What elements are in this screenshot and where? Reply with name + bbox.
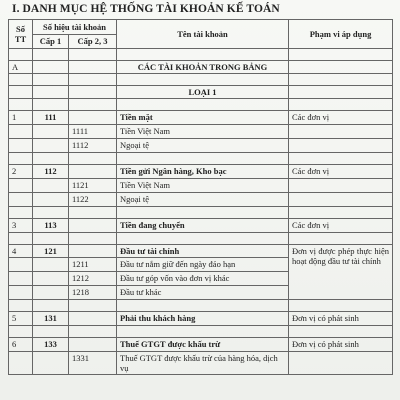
row-scope xyxy=(289,193,393,207)
row-stt: 6 xyxy=(9,338,33,352)
row-level23: 1211 xyxy=(69,258,117,272)
row-stt: 1 xyxy=(9,111,33,125)
section-title: CÁC TÀI KHOẢN TRONG BẢNG xyxy=(117,61,289,74)
section-row xyxy=(9,61,393,74)
row-name: Đầu tư khác xyxy=(117,286,289,300)
row-name: Thuế GTGT được khấu trừ của hàng hóa, dịch vụ xyxy=(117,352,289,375)
row-level23 xyxy=(69,312,117,326)
row-level23: 1111 xyxy=(69,125,117,139)
row-level23: 1122 xyxy=(69,193,117,207)
col-account-number-header: Số hiệu tài khoản xyxy=(33,20,117,35)
table-row xyxy=(9,179,393,193)
row-name: Tiền đang chuyển xyxy=(117,219,289,233)
row-stt xyxy=(9,272,33,286)
spacer-row xyxy=(9,300,393,312)
row-stt: 2 xyxy=(9,165,33,179)
table-row xyxy=(9,219,393,233)
row-name: Thuế GTGT được khấu trừ xyxy=(117,338,289,352)
row-level23 xyxy=(69,219,117,233)
row-stt: 3 xyxy=(9,219,33,233)
row-stt xyxy=(9,125,33,139)
row-scope xyxy=(289,139,393,153)
row-level23: 1218 xyxy=(69,286,117,300)
table-header-row xyxy=(9,20,393,35)
table-row xyxy=(9,193,393,207)
row-level1 xyxy=(33,125,69,139)
row-scope: Các đơn vị xyxy=(289,111,393,125)
row-scope: Đơn vị được phép thực hiện hoạt động đầu tư tài chính xyxy=(289,245,393,300)
row-level1 xyxy=(33,139,69,153)
row-level1 xyxy=(33,286,69,300)
spacer-row xyxy=(9,153,393,165)
row-level1: 113 xyxy=(33,219,69,233)
row-name: Tiền mặt xyxy=(117,111,289,125)
row-name: Ngoại tệ xyxy=(117,193,289,207)
row-level23: 1112 xyxy=(69,139,117,153)
row-scope: Các đơn vị xyxy=(289,165,393,179)
row-scope: Đơn vị có phát sinh xyxy=(289,338,393,352)
row-stt xyxy=(9,258,33,272)
row-level1 xyxy=(33,258,69,272)
row-name: Ngoại tệ xyxy=(117,139,289,153)
row-level1 xyxy=(33,179,69,193)
table-row xyxy=(9,338,393,352)
account-table xyxy=(8,19,393,375)
col-scope-header: Phạm vi áp dụng xyxy=(289,20,393,49)
spacer-row xyxy=(9,207,393,219)
row-stt xyxy=(9,139,33,153)
spacer-row xyxy=(9,99,393,111)
row-scope: Đơn vị có phát sinh xyxy=(289,312,393,326)
row-level1: 131 xyxy=(33,312,69,326)
row-scope xyxy=(289,125,393,139)
row-level1 xyxy=(33,352,69,375)
row-level1 xyxy=(33,193,69,207)
table-row xyxy=(9,165,393,179)
row-level1: 121 xyxy=(33,245,69,258)
row-level1: 111 xyxy=(33,111,69,125)
row-stt: 4 xyxy=(9,245,33,258)
row-scope: Các đơn vị xyxy=(289,219,393,233)
row-stt xyxy=(9,179,33,193)
row-level23 xyxy=(69,245,117,258)
row-level23 xyxy=(69,165,117,179)
row-level23: 1121 xyxy=(69,179,117,193)
row-level1 xyxy=(33,272,69,286)
row-scope xyxy=(289,352,393,375)
section-stt: A xyxy=(9,61,33,74)
row-level23 xyxy=(69,338,117,352)
group-title: LOẠI 1 xyxy=(117,86,289,99)
table-row xyxy=(9,352,393,375)
col-name-header: Tên tài khoản xyxy=(117,20,289,49)
row-level1: 133 xyxy=(33,338,69,352)
row-scope xyxy=(289,179,393,193)
spacer-row xyxy=(9,74,393,86)
row-name: Phải thu khách hàng xyxy=(117,312,289,326)
col-level1-header: Cấp 1 xyxy=(33,34,69,49)
row-level23: 1212 xyxy=(69,272,117,286)
row-stt: 5 xyxy=(9,312,33,326)
col-level23-header: Cấp 2, 3 xyxy=(69,34,117,49)
row-name: Tiền gửi Ngân hàng, Kho bạc xyxy=(117,165,289,179)
spacer-row xyxy=(9,49,393,61)
table-row xyxy=(9,139,393,153)
row-name: Tiền Việt Nam xyxy=(117,179,289,193)
table-row xyxy=(9,312,393,326)
row-stt xyxy=(9,286,33,300)
spacer-row xyxy=(9,326,393,338)
row-level23 xyxy=(69,111,117,125)
row-name: Đầu tư góp vốn vào đơn vị khác xyxy=(117,272,289,286)
row-name: Đầu tư tài chính xyxy=(117,245,289,258)
row-name: Tiền Việt Nam xyxy=(117,125,289,139)
row-level1: 112 xyxy=(33,165,69,179)
row-level23: 1331 xyxy=(69,352,117,375)
group-row xyxy=(9,86,393,99)
table-row xyxy=(9,111,393,125)
col-stt-header: Số TT xyxy=(9,20,33,49)
table-row xyxy=(9,245,393,258)
row-stt xyxy=(9,352,33,375)
row-stt xyxy=(9,193,33,207)
document-heading: I. DANH MỤC HỆ THỐNG TÀI KHOẢN KẾ TOÁN xyxy=(12,3,280,15)
row-name: Đầu tư nắm giữ đến ngày đáo hạn xyxy=(117,258,289,272)
table-row xyxy=(9,125,393,139)
spacer-row xyxy=(9,233,393,245)
